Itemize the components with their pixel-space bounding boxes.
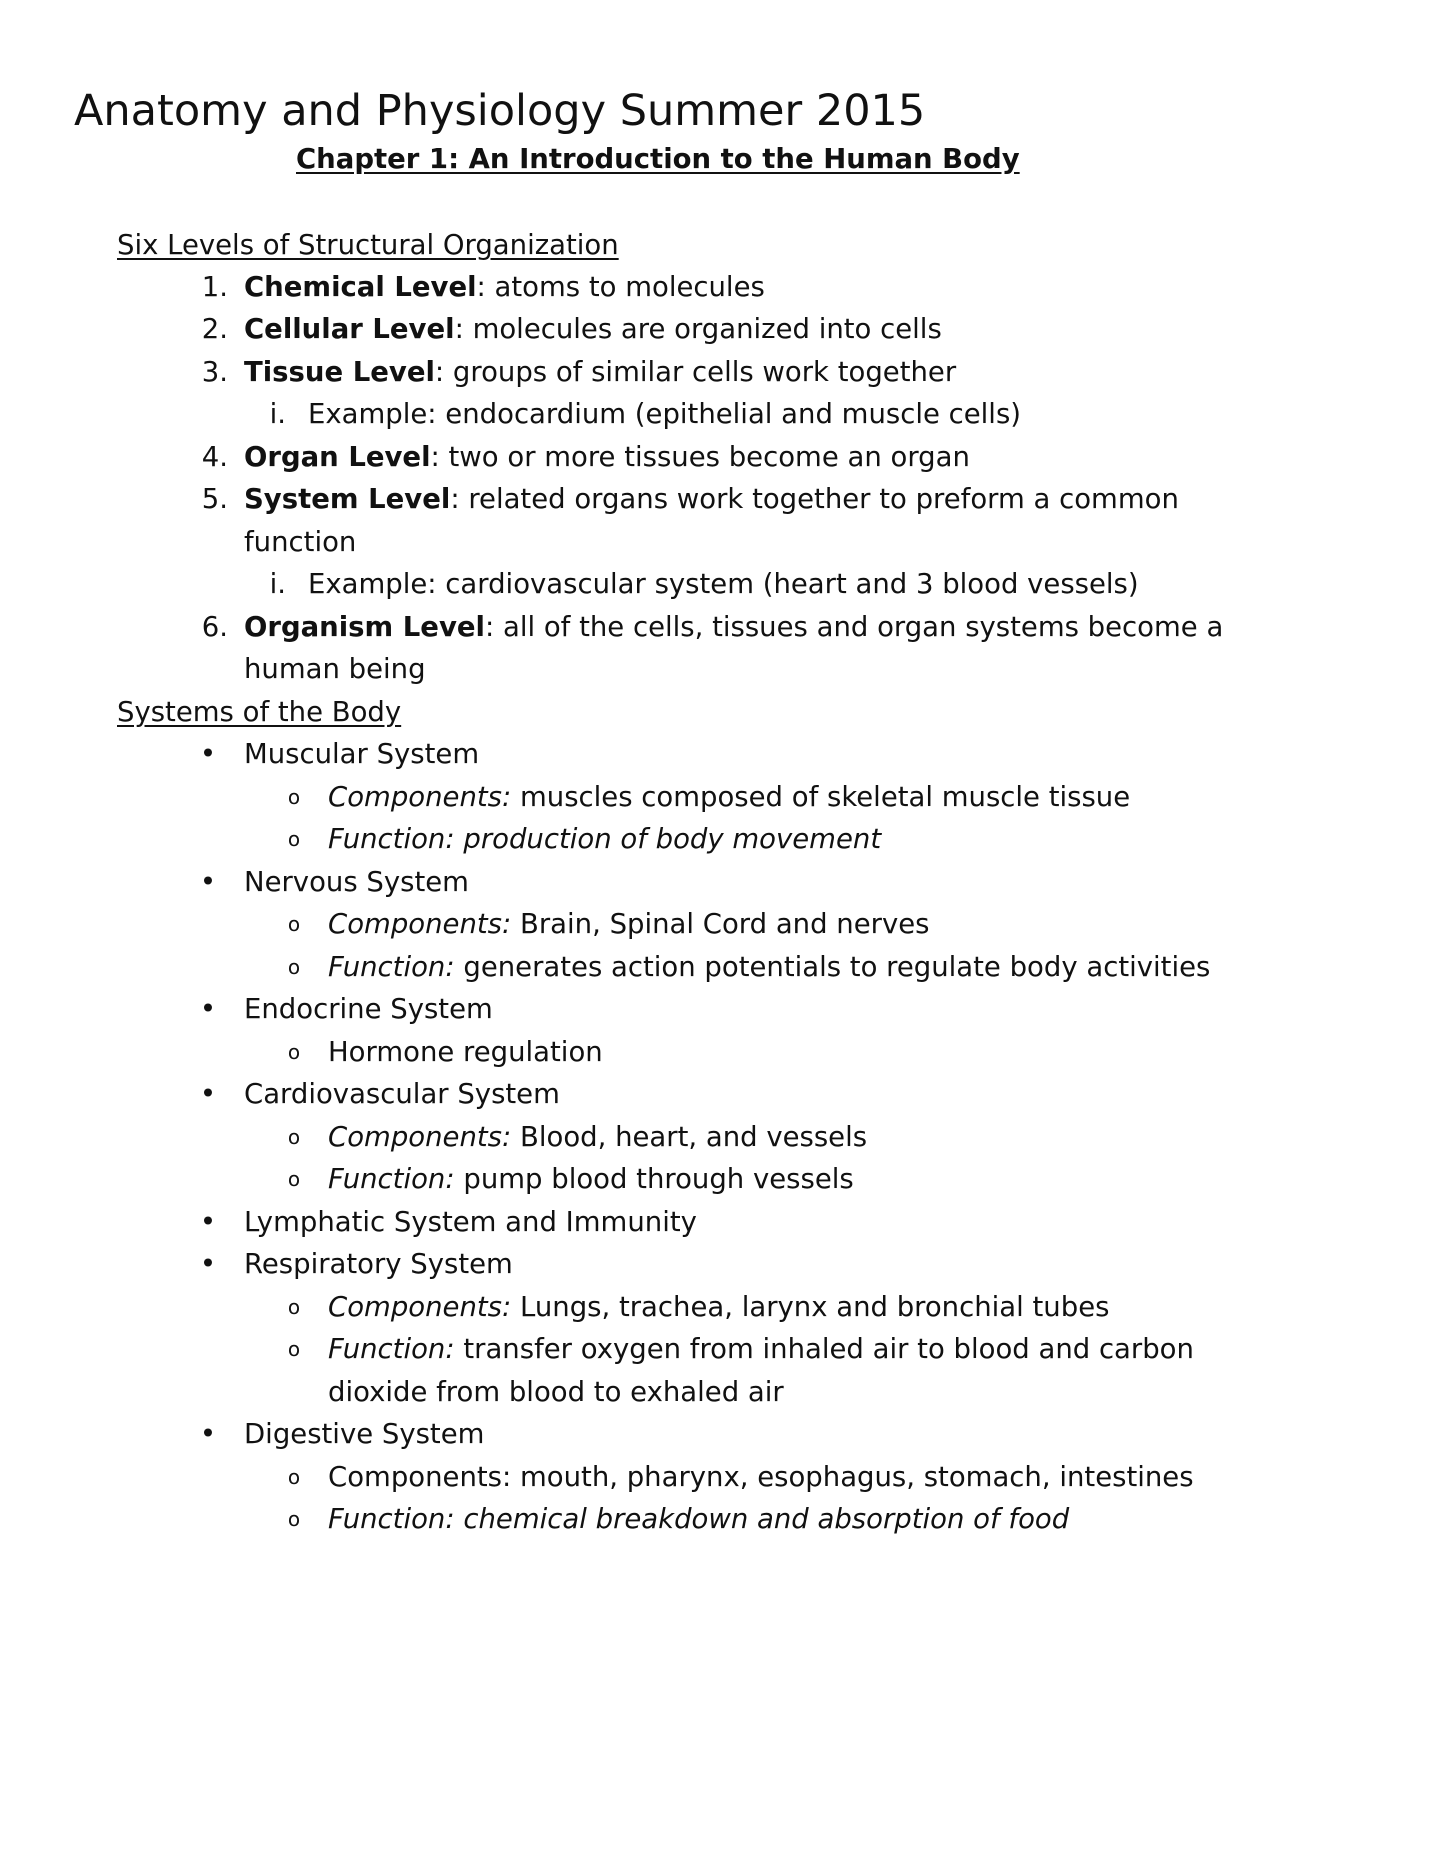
components-text: Brain, Spinal Cord and nerves <box>511 908 930 940</box>
components-label: Components: <box>328 781 512 813</box>
function-label: Function: <box>328 1333 455 1365</box>
components-label: Components: <box>328 1121 512 1153</box>
level-desc: : groups of similar cells work together <box>434 356 957 388</box>
bullet-icon: • <box>199 738 217 770</box>
circle-bullet-icon: o <box>287 1167 301 1191</box>
level-desc-continued: human being <box>244 653 426 685</box>
list-number: 1. <box>201 271 228 303</box>
level-term: Organ Level <box>244 441 431 473</box>
bullet-icon: • <box>199 1078 217 1110</box>
function-text-continued: dioxide from blood to exhaled air <box>328 1376 784 1408</box>
system-name: Digestive System <box>244 1418 485 1450</box>
sub-item-text: Hormone regulation <box>328 1036 603 1068</box>
list-number: 6. <box>201 611 228 643</box>
function-text: Function: chemical breakdown and absorption of food <box>328 1503 1070 1535</box>
components-text: Blood, heart, and vessels <box>511 1121 868 1153</box>
roman-numeral: i. <box>269 398 286 430</box>
bullet-icon: • <box>199 1418 217 1450</box>
chapter-subtitle: Chapter 1: An Introduction to the Human Body <box>296 143 1020 175</box>
components-text: Components: mouth, pharynx, esophagus, stomach, intestines <box>328 1461 1194 1493</box>
circle-bullet-icon: o <box>287 1337 301 1361</box>
system-name: Lymphatic System and Immunity <box>244 1206 697 1238</box>
function-text: Function: production of body movement <box>328 823 882 855</box>
system-name: Cardiovascular System <box>244 1078 560 1110</box>
circle-bullet-icon: o <box>287 1465 301 1489</box>
list-number: 3. <box>201 356 228 388</box>
list-number: 2. <box>201 313 228 345</box>
circle-bullet-icon: o <box>287 785 301 809</box>
level-term: Cellular Level <box>244 313 455 345</box>
list-number: 4. <box>201 441 228 473</box>
level-term: Tissue Level <box>244 356 435 388</box>
components-text: muscles composed of skeletal muscle tissue <box>511 781 1131 813</box>
circle-bullet-icon: o <box>287 912 301 936</box>
section-heading-systems: Systems of the Body <box>117 696 402 728</box>
system-name: Endocrine System <box>244 993 493 1025</box>
bullet-icon: • <box>199 1206 217 1238</box>
function-label: Function: <box>328 951 455 983</box>
level-term: System Level <box>244 483 451 515</box>
circle-bullet-icon: o <box>287 827 301 851</box>
components-label: Components: <box>328 1291 512 1323</box>
list-number: 5. <box>201 483 228 515</box>
level-desc-continued: function <box>244 526 357 558</box>
level-term: Chemical Level <box>244 271 477 303</box>
circle-bullet-icon: o <box>287 1507 301 1531</box>
example-text: Example: cardiovascular system (heart and 3 blood vessels) <box>308 568 1139 600</box>
components-text: Lungs, trachea, larynx and bronchial tubes <box>511 1291 1110 1323</box>
components-label: Components: <box>328 908 512 940</box>
function-label: Function: <box>328 1163 455 1195</box>
function-text: transfer oxygen from inhaled air to blood and carbon <box>454 1333 1194 1365</box>
level-desc: : related organs work together to preform a common <box>450 483 1179 515</box>
level-desc: : all of the cells, tissues and organ systems become a <box>484 611 1224 643</box>
circle-bullet-icon: o <box>287 955 301 979</box>
circle-bullet-icon: o <box>287 1295 301 1319</box>
circle-bullet-icon: o <box>287 1040 301 1064</box>
system-name: Muscular System <box>244 738 480 770</box>
bullet-icon: • <box>199 993 217 1025</box>
example-text: Example: endocardium (epithelial and muscle cells) <box>308 398 1021 430</box>
level-desc: : atoms to molecules <box>476 271 765 303</box>
level-desc: : molecules are organized into cells <box>454 313 942 345</box>
bullet-icon: • <box>199 1248 217 1280</box>
roman-numeral: i. <box>269 568 286 600</box>
function-text: pump blood through vessels <box>454 1163 854 1195</box>
section-heading-levels: Six Levels of Structural Organization <box>117 229 619 261</box>
system-name: Respiratory System <box>244 1248 513 1280</box>
bullet-icon: • <box>199 866 217 898</box>
document-title: Anatomy and Physiology Summer 2015 <box>74 86 926 136</box>
level-term: Organism Level <box>244 611 485 643</box>
function-text: generates action potentials to regulate body activities <box>454 951 1211 983</box>
level-desc: : two or more tissues become an organ <box>430 441 970 473</box>
system-name: Nervous System <box>244 866 469 898</box>
circle-bullet-icon: o <box>287 1125 301 1149</box>
